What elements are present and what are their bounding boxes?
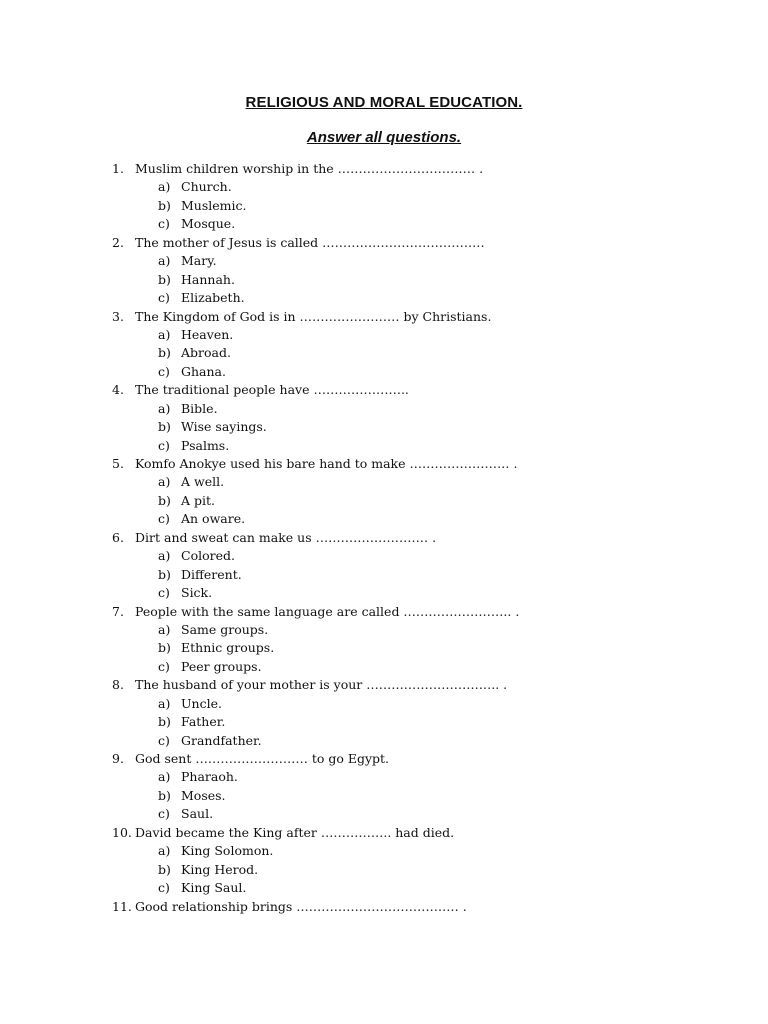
- option-letter: b): [158, 271, 171, 287]
- option-letter: c): [158, 290, 170, 306]
- answer-option: [0, 271, 768, 289]
- option-letter: b): [158, 345, 171, 361]
- option-text: Hannah.: [181, 271, 235, 287]
- option-text: Uncle.: [181, 695, 222, 711]
- answer-option: [0, 197, 768, 215]
- answer-option: [0, 547, 768, 565]
- option-text: Ethnic groups.: [181, 640, 275, 656]
- question-item: [0, 529, 768, 547]
- answer-option: [0, 437, 768, 455]
- option-letter: b): [158, 492, 171, 508]
- option-text: Moses.: [181, 787, 226, 803]
- page-title: RELIGIOUS AND MORAL EDUCATION.: [245, 94, 523, 111]
- question-text: Dirt and sweat can make us ……………………… .: [135, 529, 437, 545]
- answer-option: [0, 178, 768, 196]
- answer-option: [0, 879, 768, 897]
- question-number: 1.: [112, 161, 124, 176]
- option-letter: c): [158, 806, 170, 822]
- option-letter: c): [158, 437, 170, 453]
- option-text: Same groups.: [181, 621, 269, 637]
- option-text: Muslemic.: [181, 197, 247, 213]
- option-letter: c): [158, 732, 170, 748]
- option-text: Wise sayings.: [181, 419, 267, 435]
- option-letter: a): [158, 843, 171, 859]
- option-text: Psalms.: [181, 437, 230, 453]
- question-number: 8.: [112, 677, 124, 693]
- question-item: [0, 160, 768, 178]
- option-letter: a): [158, 326, 171, 342]
- answer-option: [0, 289, 768, 307]
- option-text: Saul.: [181, 806, 214, 822]
- question-text: Muslim children worship in the …………………………… .: [135, 161, 484, 176]
- answer-option: [0, 492, 768, 510]
- option-text: Pharaoh.: [181, 769, 238, 785]
- question-item: [0, 234, 768, 252]
- answer-option: [0, 363, 768, 381]
- option-letter: a): [158, 695, 171, 711]
- answer-option: [0, 326, 768, 344]
- question-number: 3.: [112, 308, 124, 324]
- option-letter: c): [158, 363, 170, 379]
- option-letter: b): [158, 714, 171, 730]
- option-text: Sick.: [181, 585, 213, 601]
- option-text: A pit.: [181, 492, 215, 508]
- option-text: Heaven.: [181, 326, 234, 342]
- option-text: Different.: [181, 566, 242, 582]
- question-number: 9.: [112, 751, 124, 766]
- answer-option: [0, 566, 768, 584]
- question-item: [0, 381, 768, 399]
- option-letter: c): [158, 585, 170, 601]
- question-number: 2.: [112, 234, 124, 250]
- question-text: The mother of Jesus is called …………………………………: [135, 234, 485, 250]
- option-letter: b): [158, 640, 171, 656]
- option-text: Bible.: [181, 400, 218, 416]
- option-letter: b): [158, 566, 171, 582]
- option-letter: b): [158, 787, 171, 803]
- option-letter: b): [158, 419, 171, 435]
- option-letter: c): [158, 216, 170, 232]
- option-text: King Herod.: [181, 861, 259, 877]
- answer-option: [0, 787, 768, 805]
- option-letter: b): [158, 861, 171, 877]
- question-list: [0, 160, 768, 916]
- question-number: 5.: [112, 456, 124, 471]
- option-text: Elizabeth.: [181, 290, 245, 306]
- question-text: The husband of your mother is your ………………………….. .: [135, 677, 508, 693]
- option-text: An oware.: [181, 511, 246, 527]
- question-text: David became the King after …………….. had died.: [135, 824, 455, 840]
- option-text: Mosque.: [181, 216, 236, 232]
- answer-option: [0, 842, 768, 860]
- question-item: [0, 750, 768, 768]
- option-text: Grandfather.: [181, 732, 262, 748]
- option-letter: a): [158, 253, 171, 269]
- answer-option: [0, 418, 768, 436]
- option-text: Father.: [181, 714, 226, 730]
- answer-option: [0, 621, 768, 639]
- option-letter: b): [158, 197, 171, 213]
- question-text: Komfo Anokye used his bare hand to make …………………… .: [135, 456, 518, 471]
- option-text: King Saul.: [181, 880, 247, 896]
- question-text: Good relationship brings ………………………………… .: [135, 898, 467, 914]
- question-number: 4.: [112, 382, 124, 398]
- answer-option: [0, 861, 768, 879]
- answer-option: [0, 732, 768, 750]
- question-text: The traditional people have …………………..: [135, 382, 409, 398]
- answer-option: [0, 713, 768, 731]
- answer-option: [0, 695, 768, 713]
- answer-option: [0, 639, 768, 657]
- option-text: Mary.: [181, 253, 217, 269]
- answer-option: [0, 510, 768, 528]
- answer-option: [0, 473, 768, 491]
- question-text: The Kingdom of God is in …………………… by Christians.: [135, 308, 492, 324]
- question-item: [0, 676, 768, 694]
- question-item: [0, 824, 768, 842]
- option-letter: a): [158, 400, 171, 416]
- question-number: 10.: [112, 824, 132, 840]
- option-text: Church.: [181, 179, 232, 195]
- answer-option: [0, 215, 768, 233]
- question-item: [0, 308, 768, 326]
- answer-option: [0, 400, 768, 418]
- answer-option: [0, 768, 768, 786]
- option-text: Peer groups.: [181, 658, 262, 674]
- option-letter: a): [158, 769, 171, 785]
- option-letter: a): [158, 179, 171, 195]
- answer-option: [0, 658, 768, 676]
- question-number: 6.: [112, 529, 124, 545]
- option-text: King Solomon.: [181, 843, 274, 859]
- question-number: 11.: [112, 898, 132, 914]
- option-text: Colored.: [181, 548, 235, 564]
- answer-option: [0, 805, 768, 823]
- option-letter: a): [158, 621, 171, 637]
- question-item: [0, 455, 768, 473]
- instruction-heading: Answer all questions.: [306, 129, 462, 146]
- option-text: Ghana.: [181, 363, 226, 379]
- answer-option: [0, 344, 768, 362]
- question-item: [0, 898, 768, 916]
- option-letter: a): [158, 548, 171, 564]
- question-item: [0, 603, 768, 621]
- answer-option: [0, 584, 768, 602]
- question-number: 7.: [112, 603, 124, 619]
- question-text: God sent ……………………… to go Egypt.: [135, 751, 390, 766]
- option-letter: c): [158, 880, 170, 896]
- option-letter: a): [158, 474, 171, 490]
- option-text: A well.: [181, 474, 225, 490]
- option-letter: c): [158, 511, 170, 527]
- question-text: People with the same language are called …………………….. .: [135, 603, 520, 619]
- option-text: Abroad.: [181, 345, 231, 361]
- option-letter: c): [158, 658, 170, 674]
- answer-option: [0, 252, 768, 270]
